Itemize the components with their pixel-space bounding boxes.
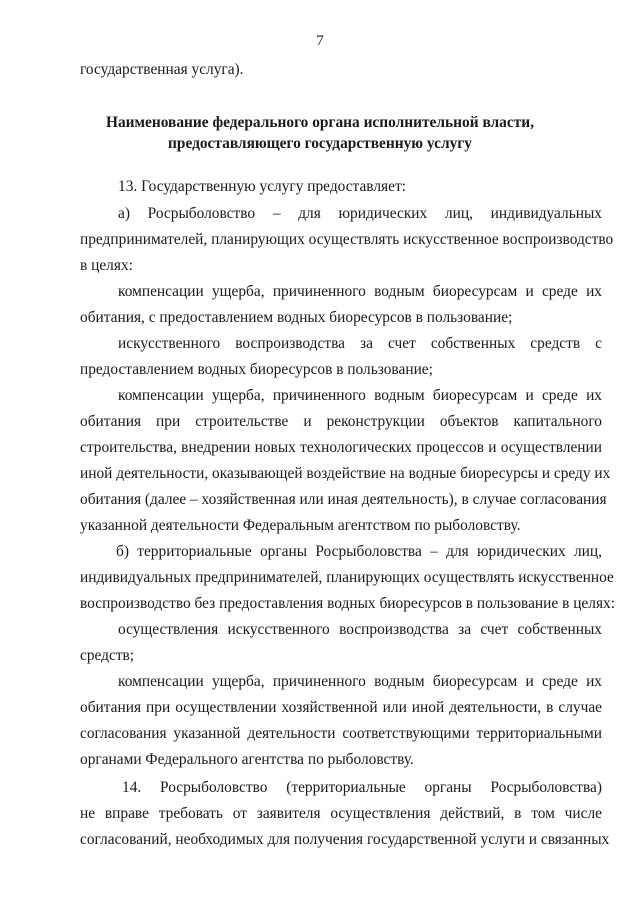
section-heading-line-2: предоставляющего государственную услугу <box>168 135 472 152</box>
text-line: воспроизводство без предоставления водных биоресурсов в пользование в целях: <box>80 595 615 612</box>
text-line: а) Росрыболовство – для юридических лиц, индивидуальных <box>118 205 602 222</box>
text-line: б) территориальные органы Росрыболовства – для юридических лиц, <box>116 543 602 560</box>
paragraph-14-line: 14. Росрыболовство (территориальные органы Росрыболовства) <box>122 779 602 796</box>
text-line: не вправе требовать от заявителя осуществления действий, в том числе <box>80 805 602 822</box>
text-line: в целях: <box>80 257 133 274</box>
text-line: предпринимателей, планирующих осуществлять искусственное воспроизводство <box>80 231 614 248</box>
text-line: индивидуальных предпринимателей, планирующих осуществлять искусственное <box>80 569 614 586</box>
text-line: строительства, внедрении новых технологических процессов и осуществлении <box>80 439 602 456</box>
text-line: компенсации ущерба, причиненного водным биоресурсам и среде их <box>118 283 602 300</box>
text-line: средств; <box>80 647 135 664</box>
text-line: искусственного воспроизводства за счет собственных средств с <box>118 335 602 352</box>
text-line: указанной деятельности Федеральным агентством по рыболовству. <box>80 517 521 534</box>
text-line: согласования указанной деятельности соответствующими территориальными <box>80 725 602 742</box>
text-line: обитания при строительстве и реконструкции объектов капитального <box>80 413 602 430</box>
text-line: обитания (далее – хозяйственная или иная деятельность), в случае согласования <box>80 491 607 508</box>
text-line: органами Федерального агентства по рыболовству. <box>80 751 414 768</box>
text-line: обитания, с предоставлением водных биоресурсов в пользование; <box>80 309 513 326</box>
text-line: предоставлением водных биоресурсов в пользование; <box>80 361 433 378</box>
text-line: осуществления искусственного воспроизводства за счет собственных <box>118 621 602 638</box>
section-heading-line-1: Наименование федерального органа исполнительной власти, <box>106 114 534 131</box>
text-line: государственная услуга). <box>80 61 244 78</box>
text-line: согласований, необходимых для получения государственной услуги и связанных <box>80 831 610 848</box>
page-number: 7 <box>316 33 324 49</box>
text-line: обитания при осуществлении хозяйственной или иной деятельности, в случае <box>80 699 602 716</box>
text-line: иной деятельности, оказывающей воздействие на водные биоресурсы и среду их <box>80 465 611 482</box>
text-line: компенсации ущерба, причиненного водным биоресурсам и среде их <box>118 673 602 690</box>
paragraph-13-line: 13. Государственную услугу предоставляет: <box>118 178 406 195</box>
text-line: компенсации ущерба, причиненного водным биоресурсам и среде их <box>118 387 602 404</box>
